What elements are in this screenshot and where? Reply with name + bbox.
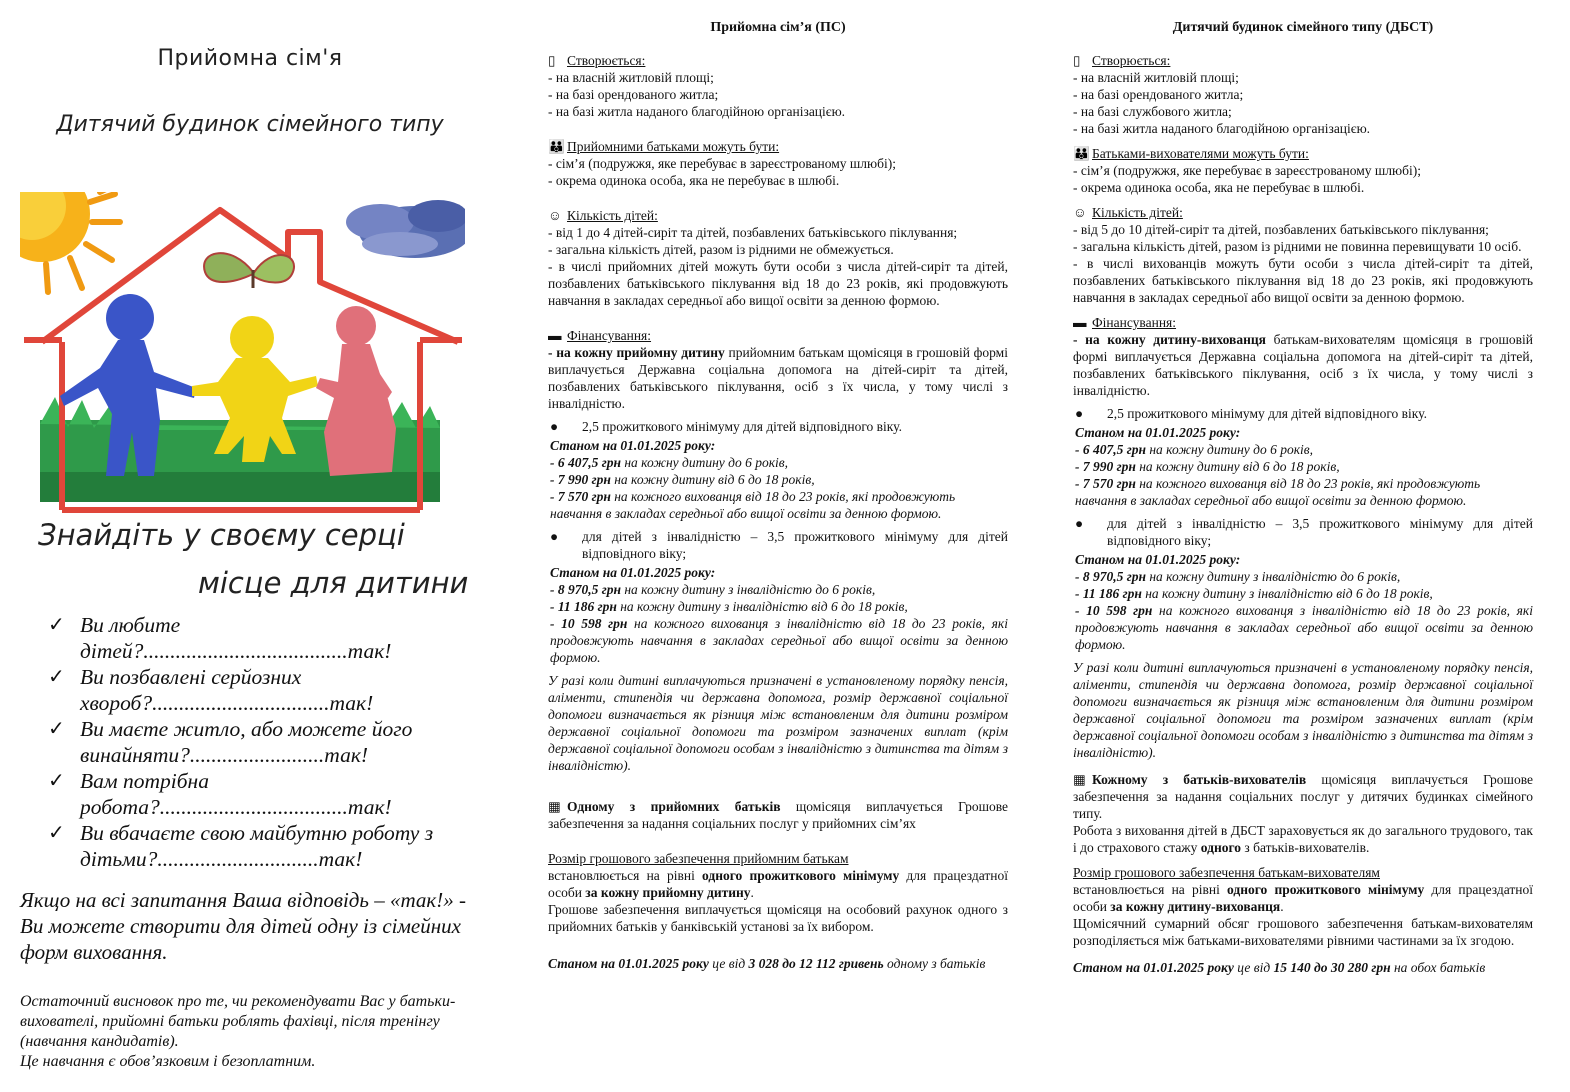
left-title-family-home: Дитячий будинок сімейного типу (56, 112, 444, 137)
kids-item: - загальна кількість дітей, разом із рідними не повинна перевищувати 10 осіб. (1073, 239, 1522, 254)
kids-item: - від 5 до 10 дітей-сиріт та дітей, позбавлених батьківського піклування; (1073, 222, 1489, 237)
training-note: Це навчання є обов’язковим і безоплатним. (20, 1053, 316, 1070)
rate-amount: - 7 990 грн (550, 472, 611, 487)
rate-desc: на кожного вихованця з інвалідністю від 18 до 23 років, які продовжують навчання в закладах середньої або вищої освіти за денною формою. (550, 616, 1008, 665)
question-answer-line: хвороб?.................................так! (80, 691, 374, 715)
rate-amount: - 7 570 грн (1075, 476, 1136, 491)
note-paragraph: У разі коли дитині виплачуються призначені в установленому порядку пенсія, аліменти, стипендія чи державна допомога, розмір державної соціальної допомоги визначається як різниця між встановленим для дитини розміром державної соціальної допомоги та розміром зазначених виплат (крім державної соціальної допомоги особам з інвалідністю з дитинства та дітям з інвалідністю). (548, 673, 1008, 773)
rate-line (1075, 458, 1533, 475)
rate-amount: - 7 990 грн (1075, 459, 1136, 474)
rate-amount: - 11 186 грн (550, 599, 617, 614)
left-panel (0, 0, 500, 1092)
rate-line (1075, 475, 1533, 509)
size-text-2: Грошове забезпечення виплачується щомісяця на особовий рахунок одного з прийомних батьків у банківській установі за їх вибором. (548, 902, 1008, 934)
rate-line (1075, 602, 1533, 653)
rates-block (1073, 424, 1533, 509)
finance-text (548, 344, 1008, 412)
rate-line (1075, 441, 1533, 458)
pink-person (316, 306, 396, 476)
parents-item: - окрема одинока особа, яка не перебуває в шлюбі. (548, 173, 840, 188)
kids-section (548, 207, 1008, 309)
rate-desc: на кожну дитину з інвалідністю від 6 до 18 років, (616, 599, 908, 614)
family-home-column (1073, 0, 1533, 976)
question-line: Ви маєте житло, або можете його (80, 717, 413, 741)
conclusion-text: Остаточний висновок про те, чи рекомендувати Вас у батьки-вихователі, прийомні батьки роблять фахівці, після тренінгу (навчання кандидатів). (20, 993, 456, 1050)
finance-section (548, 327, 1008, 774)
created-section (548, 52, 1008, 120)
question-line: Ви позбавлені серйозних (80, 665, 302, 689)
family-icon: 👪 (548, 139, 565, 154)
rates-block (548, 437, 1008, 522)
payment-bold: Кожному з батьків-вихователів (1092, 772, 1307, 787)
rate-amount: - 10 598 грн (1075, 603, 1153, 618)
cloud-icon (346, 200, 465, 258)
rate-desc: на кожну дитину від 6 до 18 років, (610, 472, 815, 487)
kids-item: - в числі прийомних дітей можуть бути особи з числа дітей-сиріт та дітей, позбавлених батьківського піклування від 18 до 23 років, які продовжують навчання в закладах середньої або вищої освіти за денною формою. (548, 259, 1008, 308)
parents-section (548, 138, 1008, 189)
bullet-dot: ● (1075, 516, 1084, 531)
kids-item: - від 1 до 4 дітей-сиріт та дітей, позбавлених батьківського піклування; (548, 225, 958, 240)
money-stack-icon: ▦ (1073, 772, 1086, 787)
finance-rest: батькам-вихователям щомісяця в грошовій формі виплачується Державна соціальна допомога на дітей-сиріт та дітей, позбавлених батьківського піклування, осіб з їх числа, у тому числі з інвалідністю. (1073, 332, 1534, 398)
rates-block (548, 564, 1008, 666)
created-item: - на власній житловій площі; (548, 70, 714, 85)
bullet-item (548, 418, 1008, 435)
question-item (44, 716, 484, 768)
status-date: Станом на 01.01.2025 року: (550, 565, 716, 580)
slogan-line-1: Знайдіть у своєму серці (38, 518, 405, 552)
finance-heading: Фінансування: (567, 328, 652, 343)
document-icon: ▯ (548, 53, 556, 68)
rate-desc: на кожну дитину до 6 років, (620, 455, 789, 470)
briefcase-icon: ▬ (548, 328, 562, 343)
answer-paragraph: Якщо на всі запитання Ваша відповідь – «так!» - Ви можете створити для дітей одну із сімейних форм виховання. (20, 888, 466, 964)
document-icon: ▯ (1073, 53, 1081, 68)
size-section (548, 850, 1008, 935)
question-item (44, 612, 484, 664)
bullet-text: 2,5 прожиткового мінімуму для дітей відповідного віку. (582, 419, 902, 434)
rate-line (550, 488, 1008, 522)
bullet-dot: ● (1075, 406, 1084, 421)
slogan-line-2: місце для дитини (198, 566, 469, 600)
final-amount: Станом на 01.01.2025 року це від 15 140 до 30 280 грн на обох батьків (1073, 960, 1486, 975)
rate-line (550, 615, 1008, 666)
bullet-dot: ● (550, 419, 559, 434)
rate-amount: - 6 407,5 грн (1075, 442, 1146, 457)
kids-section (1073, 204, 1533, 306)
family-icon: 👪 (1073, 146, 1090, 161)
payment-section (1073, 771, 1533, 856)
sun-icon (20, 192, 120, 292)
bullet-item (548, 528, 1008, 562)
child-icon: ☺ (548, 208, 562, 223)
parents-item: - сім’я (подружжя, яке перебуває в зареєстрованому шлюбі); (548, 156, 896, 171)
rate-line (1075, 585, 1533, 602)
finance-bold: - на кожну прийомну дитину (548, 345, 725, 360)
butterfly-icon (204, 253, 294, 288)
size-heading: Розмір грошового забезпечення прийомним батькам (548, 851, 849, 866)
rate-amount: - 8 970,5 грн (550, 582, 621, 597)
question-item (44, 820, 484, 872)
rate-line (550, 598, 1008, 615)
bullet-item (1073, 515, 1533, 549)
column-title: Дитячий будинок сімейного типу (ДБСТ) (1172, 20, 1434, 35)
house-family-illustration (20, 192, 465, 514)
question-item (44, 664, 484, 716)
bullet-item (1073, 405, 1533, 422)
kids-item: - загальна кількість дітей, разом із рідними не обмежується. (548, 242, 894, 257)
foster-family-column (548, 0, 1008, 972)
created-heading: Створюється: (1092, 53, 1171, 68)
parents-item: - окрема одинока особа, яка не перебуває в шлюбі. (1073, 180, 1365, 195)
finance-heading: Фінансування: (1092, 315, 1177, 330)
question-answer-line: дітей?......................................так! (80, 639, 392, 663)
question-line: Вам потрібна (80, 769, 209, 793)
rates-block (1073, 551, 1533, 653)
rate-line (550, 471, 1008, 488)
bullet-dot: ● (550, 529, 559, 544)
kids-item: - в числі вихованців можуть бути особи з числа дітей-сиріт та дітей, позбавлених батьківського піклування від 18 до 23 років, які продовжують навчання в закладах середньої або вищої освіти за денною формою. (1073, 256, 1533, 305)
parents-heading: Батьками-вихователями можуть бути: (1092, 146, 1309, 161)
rate-desc: на кожну дитину від 6 до 18 років, (1135, 459, 1340, 474)
status-date: Станом на 01.01.2025 року: (1075, 425, 1241, 440)
size-text: встановлюється на рівні одного прожиткового мінімуму для працездатної особи за кожну прийомну дитину. (548, 868, 1009, 900)
rate-desc: на кожного вихованця з інвалідністю від 18 до 23 років, які продовжують навчання в закладах середньої або вищої освіти за денною формою. (1075, 603, 1533, 652)
size-heading: Розмір грошового забезпечення батькам-вихователям (1073, 865, 1380, 880)
created-item: - на власній житловій площі; (1073, 70, 1239, 85)
payment-bold: Одному з прийомних батьків (567, 799, 781, 814)
work-experience-text: Робота з виховання дітей в ДБСТ зараховується як до загального трудового, так і до страхового стажу одного з батьків-вихователів. (1073, 823, 1533, 855)
check-icon: ✓ (48, 822, 65, 844)
size-text: встановлюється на рівні одного прожиткового мінімуму для працездатної особи за кожну дитину-вихованця. (1073, 882, 1534, 914)
rate-amount: - 11 186 грн (1075, 586, 1142, 601)
question-answer-line: винайняти?.........................так! (80, 743, 369, 767)
created-item: - на базі житла наданого благодійною організацією. (1073, 121, 1371, 136)
bullet-text: 2,5 прожиткового мінімуму для дітей відповідного віку. (1107, 406, 1427, 421)
question-answer-line: дітьми?..............................так! (80, 847, 363, 871)
status-date: Станом на 01.01.2025 року: (1075, 552, 1241, 567)
rate-amount: - 7 570 грн (550, 489, 611, 504)
rate-amount: - 6 407,5 грн (550, 455, 621, 470)
created-item: - на базі житла наданого благодійною організацією. (548, 104, 846, 119)
rate-amount: - 8 970,5 грн (1075, 569, 1146, 584)
parents-heading: Прийомними батьками можуть бути: (567, 139, 780, 154)
rate-line (1075, 568, 1533, 585)
kids-heading: Кількість дітей: (567, 208, 658, 223)
created-item: - на базі орендованого житла; (1073, 87, 1244, 102)
check-icon: ✓ (48, 770, 65, 792)
finance-bold: - на кожну дитину-вихованця (1073, 332, 1266, 347)
rate-desc: на кожного вихованця від 18 до 23 років, які продовжують навчання в закладах середньої або вищої освіти за денною формою. (1075, 476, 1481, 508)
rate-desc: на кожну дитину з інвалідністю від 6 до 18 років, (1141, 586, 1433, 601)
status-date: Станом на 01.01.2025 року: (550, 438, 716, 453)
kids-heading: Кількість дітей: (1092, 205, 1183, 220)
rate-desc: на кожну дитину до 6 років, (1145, 442, 1314, 457)
check-icon: ✓ (48, 718, 65, 740)
rate-desc: на кожного вихованця від 18 до 23 років, які продовжують навчання в закладах середньої або вищої освіти за денною формою. (550, 489, 956, 521)
question-line: Ви вбачаєте свою майбутню роботу з (80, 821, 434, 845)
size-text-2: Щомісячний сумарний обсяг грошового забезпечення батькам-вихователям розподіляється між батьками-вихователями рівними частинами за їх згодою. (1073, 916, 1533, 948)
created-heading: Створюється: (567, 53, 646, 68)
question-answer-line: робота?...................................так! (80, 795, 392, 819)
question-line: Ви любите (80, 613, 181, 637)
rate-line (550, 581, 1008, 598)
created-section (1073, 52, 1533, 137)
payment-section (548, 798, 1008, 832)
money-stack-icon: ▦ (548, 799, 561, 814)
rate-line (550, 454, 1008, 471)
check-icon: ✓ (48, 614, 65, 636)
conclusion-paragraph (20, 992, 482, 1072)
parents-section (1073, 145, 1533, 196)
child-icon: ☺ (1073, 205, 1087, 220)
bullet-text: для дітей з інвалідністю – 3,5 прожиткового мінімуму для дітей відповідного віку; (582, 529, 1008, 561)
question-list (44, 612, 484, 872)
created-item: - на базі службового житла; (1073, 104, 1232, 119)
parents-item: - сім’я (подружжя, яке перебуває в зареєстрованому шлюбі); (1073, 163, 1421, 178)
column-title: Прийомна сім’я (ПС) (710, 20, 846, 35)
finance-rest: прийомним батькам щомісяця в грошовій формі виплачується Державна соціальна допомога на дітей-сиріт та дітей, позбавлених батьківського піклування, осіб з їх числа, у тому числі з інвалідністю. (548, 345, 1008, 411)
question-item (44, 768, 484, 820)
note-paragraph: У разі коли дитині виплачуються призначені в установленому порядку пенсія, аліменти, стипендія чи державна допомога, розмір державної соціальної допомоги визначається як різниця між встановленим для дитини розміром державної соціальної допомоги та розміром зазначених виплат (крім державної соціальної допомоги особам з інвалідністю з дитинства та дітям з інвалідністю). (1073, 660, 1533, 760)
check-icon: ✓ (48, 666, 65, 688)
payment-rest: щомісяця виплачується Грошове забезпечення за надання соціальних послуг у дитячих будинках сімейного типу. (1073, 772, 1533, 821)
size-section (1073, 864, 1533, 949)
finance-text (1073, 331, 1533, 399)
bullet-text: для дітей з інвалідністю – 3,5 прожиткового мінімуму для дітей відповідного віку; (1107, 516, 1533, 548)
rate-desc: на кожну дитину з інвалідністю до 6 років, (620, 582, 876, 597)
created-item: - на базі орендованого житла; (548, 87, 719, 102)
finance-section (1073, 314, 1533, 761)
briefcase-icon: ▬ (1073, 315, 1087, 330)
final-amount: Станом на 01.01.2025 року це від 3 028 до 12 112 гривень одному з батьків (548, 956, 986, 971)
rate-amount: - 10 598 грн (550, 616, 628, 631)
left-title-foster-family: Прийомна сім'я (157, 46, 343, 71)
payment-rest: щомісяця виплачується Грошове забезпечення за надання соціальних послуг у прийомних сім’ях (548, 799, 1008, 831)
rate-desc: на кожну дитину з інвалідністю до 6 років, (1145, 569, 1401, 584)
